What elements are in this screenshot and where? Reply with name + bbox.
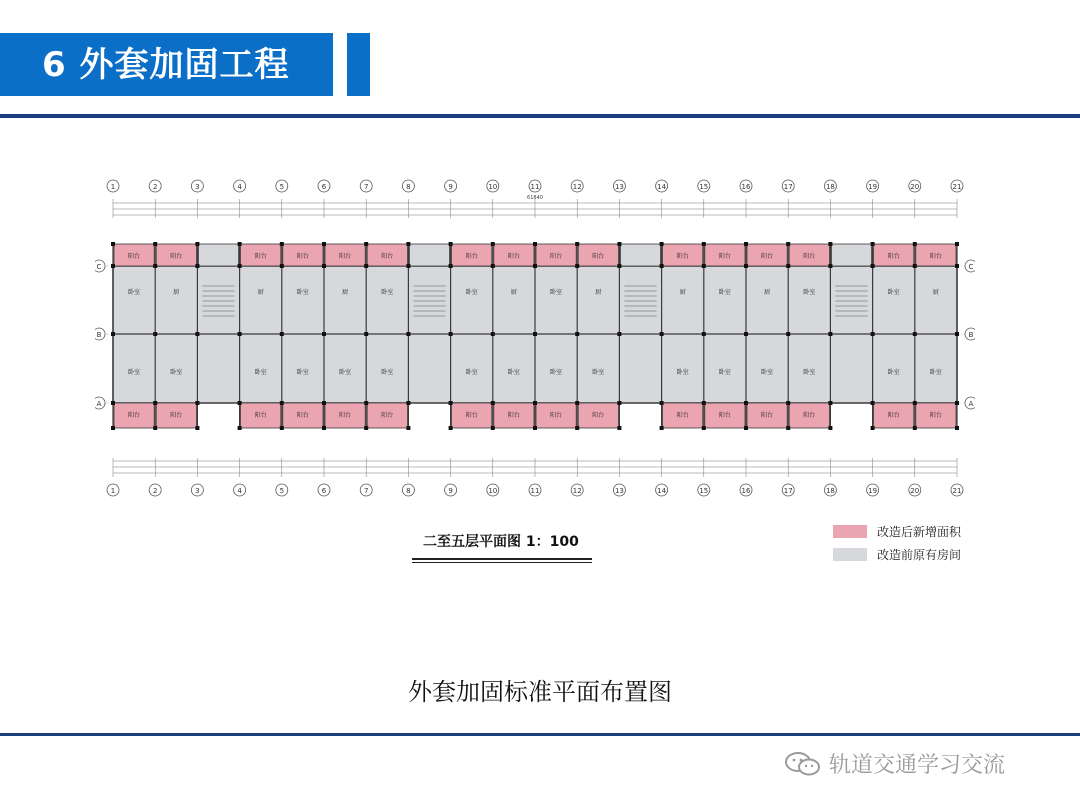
axis-label: 5 — [279, 487, 285, 495]
bedroom-label: 卧室 — [676, 369, 689, 376]
axis-label: 4 — [237, 183, 242, 191]
column-marker — [449, 426, 453, 430]
column-marker — [364, 264, 368, 268]
column-marker — [955, 332, 959, 336]
axis-label: 10 — [488, 183, 498, 191]
axis-label: 9 — [448, 487, 453, 495]
footer-rule — [0, 733, 1080, 736]
column-marker — [111, 242, 115, 246]
column-marker — [280, 426, 284, 430]
axis-label: 9 — [448, 183, 453, 191]
axis-label: 16 — [741, 487, 751, 495]
row-label: C — [96, 263, 102, 271]
column-marker — [660, 426, 664, 430]
axis-label: 2 — [152, 487, 158, 495]
balcony-label: 阳台 — [803, 412, 816, 419]
balcony-label: 阳台 — [170, 253, 183, 260]
bedroom-label: 卧室 — [592, 369, 605, 376]
column-marker — [364, 426, 368, 430]
column-marker — [871, 332, 875, 336]
column-marker — [913, 426, 917, 430]
column-marker — [871, 401, 875, 405]
axis-label: 3 — [195, 183, 200, 191]
axis-label: 8 — [406, 487, 411, 495]
column-marker — [491, 401, 495, 405]
bedroom-label: 卧室 — [170, 369, 183, 376]
balcony-label: 阳台 — [465, 253, 478, 260]
column-marker — [322, 426, 326, 430]
column-marker — [238, 401, 242, 405]
column-marker — [955, 264, 959, 268]
balcony-label: 阳台 — [592, 412, 605, 419]
balcony-label: 阳台 — [550, 412, 563, 419]
total-dimension-text: 61840 — [527, 195, 543, 201]
axis-label: 17 — [783, 183, 793, 191]
balcony-label: 阳台 — [254, 412, 267, 419]
column-marker — [195, 264, 199, 268]
bedroom-label: 卧室 — [254, 369, 267, 376]
column-marker — [153, 242, 157, 246]
kitchen-label: 厨 — [595, 289, 602, 296]
column-marker — [660, 242, 664, 246]
balcony-label: 阳台 — [339, 412, 352, 419]
balcony-label: 阳台 — [296, 412, 309, 419]
axis-label: 14 — [657, 487, 667, 495]
column-marker — [195, 332, 199, 336]
axis-label: 13 — [614, 487, 624, 495]
bedroom-label: 卧室 — [465, 289, 478, 296]
column-marker — [828, 426, 832, 430]
column-marker — [913, 264, 917, 268]
axis-label: 14 — [657, 183, 667, 191]
axis-label: 11 — [530, 183, 540, 191]
axis-label: 16 — [741, 183, 751, 191]
column-marker — [955, 242, 959, 246]
column-marker — [153, 332, 157, 336]
bedroom-label: 卧室 — [128, 289, 141, 296]
axis-label: 15 — [699, 183, 709, 191]
bedroom-label: 卧室 — [803, 289, 816, 296]
axis-label: 7 — [363, 183, 369, 191]
column-marker — [744, 264, 748, 268]
column-marker — [660, 401, 664, 405]
column-marker — [660, 264, 664, 268]
legend-item-new-area — [833, 523, 961, 540]
column-marker — [871, 426, 875, 430]
column-marker — [786, 242, 790, 246]
balcony-label: 阳台 — [507, 253, 520, 260]
balcony-label: 阳台 — [128, 412, 141, 419]
axis-label: 12 — [572, 487, 582, 495]
bedroom-label: 卧室 — [718, 369, 731, 376]
row-label: A — [968, 400, 974, 408]
kitchen-label: 厨 — [764, 289, 771, 296]
column-marker — [195, 242, 199, 246]
axis-label: 13 — [614, 183, 624, 191]
column-marker — [660, 332, 664, 336]
axis-label: 15 — [699, 487, 709, 495]
legend-swatch-existing-room — [833, 548, 867, 561]
header-rule — [0, 114, 1080, 118]
bedroom-label: 卧室 — [296, 369, 309, 376]
column-marker — [406, 426, 410, 430]
column-marker — [533, 426, 537, 430]
column-marker — [533, 242, 537, 246]
balcony-label: 阳台 — [676, 253, 689, 260]
stair-landing — [831, 244, 871, 266]
watermark — [783, 748, 1005, 779]
column-marker — [702, 401, 706, 405]
balcony-label: 阳台 — [465, 412, 478, 419]
column-marker — [871, 242, 875, 246]
plan-caption: 二至五层平面图 1：100 — [423, 534, 579, 550]
balcony-label: 阳台 — [339, 253, 352, 260]
axis-label: 1 — [110, 487, 116, 495]
column-marker — [491, 242, 495, 246]
axis-label: 12 — [572, 183, 582, 191]
column-marker — [786, 264, 790, 268]
axis-label: 19 — [868, 487, 878, 495]
column-marker — [913, 242, 917, 246]
bedroom-label: 卧室 — [550, 289, 563, 296]
kitchen-label: 厨 — [679, 289, 686, 296]
column-marker — [617, 332, 621, 336]
bedroom-label: 卧室 — [887, 289, 900, 296]
column-marker — [364, 401, 368, 405]
axis-label: 20 — [910, 183, 920, 191]
kitchen-label: 厨 — [257, 289, 264, 296]
column-marker — [449, 264, 453, 268]
bedroom-label: 卧室 — [128, 369, 141, 376]
column-marker — [617, 242, 621, 246]
column-marker — [744, 242, 748, 246]
column-marker — [828, 264, 832, 268]
column-marker — [153, 426, 157, 430]
column-marker — [955, 401, 959, 405]
column-marker — [702, 242, 706, 246]
column-marker — [913, 332, 917, 336]
figure-subtitle: 外套加固标准平面布置图 — [408, 678, 672, 706]
bedroom-label: 卧室 — [507, 369, 520, 376]
caption-underline-thin — [412, 562, 592, 563]
bedroom-label: 卧室 — [381, 289, 394, 296]
balcony-label: 阳台 — [887, 253, 900, 260]
column-marker — [153, 264, 157, 268]
column-marker — [406, 242, 410, 246]
legend-item-existing-room — [833, 546, 961, 563]
axis-label: 6 — [321, 183, 327, 191]
balcony-label: 阳台 — [592, 253, 605, 260]
axis-label: 7 — [363, 487, 369, 495]
column-marker — [575, 264, 579, 268]
balcony-label: 阳台 — [296, 253, 309, 260]
column-marker — [913, 401, 917, 405]
axis-label: 4 — [237, 487, 242, 495]
column-marker — [828, 332, 832, 336]
column-marker — [280, 401, 284, 405]
column-marker — [533, 332, 537, 336]
column-marker — [280, 264, 284, 268]
row-label: B — [96, 331, 102, 339]
column-marker — [364, 332, 368, 336]
balcony-label: 阳台 — [887, 412, 900, 419]
axis-label: 21 — [952, 487, 962, 495]
balcony-label: 阳台 — [761, 412, 774, 419]
caption-underline — [412, 558, 592, 560]
column-marker — [744, 401, 748, 405]
watermark-text: 轨道交通学习交流 — [829, 753, 1006, 778]
column-marker — [280, 332, 284, 336]
column-marker — [449, 242, 453, 246]
bedroom-label: 卧室 — [803, 369, 816, 376]
axis-label: 8 — [406, 183, 411, 191]
column-marker — [195, 426, 199, 430]
column-marker — [871, 264, 875, 268]
column-marker — [322, 401, 326, 405]
column-marker — [280, 242, 284, 246]
column-marker — [364, 242, 368, 246]
balcony-label: 阳台 — [254, 253, 267, 260]
column-marker — [238, 332, 242, 336]
page-title: 6 外套加固工程 — [42, 45, 290, 85]
axis-label: 19 — [868, 183, 878, 191]
bedroom-label: 卧室 — [339, 369, 352, 376]
column-marker — [786, 332, 790, 336]
column-marker — [702, 332, 706, 336]
column-marker — [786, 426, 790, 430]
legend-label-new-area: 改造后新增面积 — [877, 525, 962, 539]
bedroom-label: 卧室 — [550, 369, 563, 376]
bedroom-label: 卧室 — [381, 369, 394, 376]
balcony-label: 阳台 — [929, 412, 942, 419]
axis-label: 6 — [321, 487, 327, 495]
column-marker — [575, 426, 579, 430]
column-marker — [111, 264, 115, 268]
balcony-label: 阳台 — [676, 412, 689, 419]
column-marker — [617, 426, 621, 430]
balcony-label: 阳台 — [718, 412, 731, 419]
axis-label: 1 — [110, 183, 116, 191]
column-marker — [406, 401, 410, 405]
column-marker — [195, 401, 199, 405]
kitchen-label: 厨 — [173, 289, 180, 296]
kitchen-label: 厨 — [342, 289, 349, 296]
balcony-label: 阳台 — [550, 253, 563, 260]
column-marker — [322, 332, 326, 336]
column-marker — [238, 242, 242, 246]
column-marker — [491, 332, 495, 336]
column-marker — [238, 426, 242, 430]
column-marker — [406, 264, 410, 268]
legend-label-existing-room: 改造前原有房间 — [877, 548, 962, 562]
column-marker — [744, 332, 748, 336]
column-marker — [575, 242, 579, 246]
column-marker — [533, 401, 537, 405]
floor-plan-drawing — [95, 178, 975, 498]
axis-label: 18 — [825, 487, 835, 495]
column-marker — [111, 401, 115, 405]
balcony-label: 阳台 — [761, 253, 774, 260]
kitchen-label: 厨 — [932, 289, 939, 296]
stair-landing — [409, 244, 449, 266]
column-marker — [533, 264, 537, 268]
column-marker — [702, 426, 706, 430]
axis-label: 11 — [530, 487, 540, 495]
axis-label: 18 — [825, 183, 835, 191]
balcony-label: 阳台 — [929, 253, 942, 260]
axis-label: 21 — [952, 183, 962, 191]
balcony-label: 阳台 — [718, 253, 731, 260]
column-marker — [491, 426, 495, 430]
bedroom-label: 卧室 — [465, 369, 478, 376]
row-label: B — [968, 331, 974, 339]
column-marker — [617, 401, 621, 405]
bedroom-label: 卧室 — [718, 289, 731, 296]
column-marker — [449, 401, 453, 405]
row-label: A — [96, 400, 102, 408]
kitchen-label: 厨 — [510, 289, 517, 296]
column-marker — [786, 401, 790, 405]
wechat-icon — [783, 751, 823, 777]
column-marker — [322, 264, 326, 268]
legend-swatch-new-area — [833, 525, 867, 538]
bedroom-label: 卧室 — [887, 369, 900, 376]
bedroom-label: 卧室 — [296, 289, 309, 296]
balcony-label: 阳台 — [128, 253, 141, 260]
column-marker — [575, 401, 579, 405]
axis-label: 5 — [279, 183, 285, 191]
column-marker — [702, 264, 706, 268]
column-marker — [449, 332, 453, 336]
stair-landing — [620, 244, 660, 266]
axis-label: 17 — [783, 487, 793, 495]
column-marker — [955, 426, 959, 430]
balcony-label: 阳台 — [381, 253, 394, 260]
row-label: C — [968, 263, 974, 271]
column-marker — [744, 426, 748, 430]
column-marker — [406, 332, 410, 336]
axis-label: 3 — [195, 487, 200, 495]
axis-label: 2 — [152, 183, 158, 191]
bedroom-label: 卧室 — [761, 369, 774, 376]
axis-label: 20 — [910, 487, 920, 495]
column-marker — [111, 426, 115, 430]
column-marker — [153, 401, 157, 405]
column-marker — [491, 264, 495, 268]
bedroom-label: 卧室 — [929, 369, 942, 376]
column-marker — [238, 264, 242, 268]
balcony-label: 阳台 — [507, 412, 520, 419]
column-marker — [111, 332, 115, 336]
column-marker — [322, 242, 326, 246]
balcony-label: 阳台 — [381, 412, 394, 419]
balcony-label: 阳台 — [803, 253, 816, 260]
stair-landing — [198, 244, 238, 266]
column-marker — [828, 401, 832, 405]
axis-label: 10 — [488, 487, 498, 495]
balcony-label: 阳台 — [170, 412, 183, 419]
title-accent-block — [347, 33, 370, 96]
column-marker — [617, 264, 621, 268]
column-marker — [828, 242, 832, 246]
column-marker — [575, 332, 579, 336]
